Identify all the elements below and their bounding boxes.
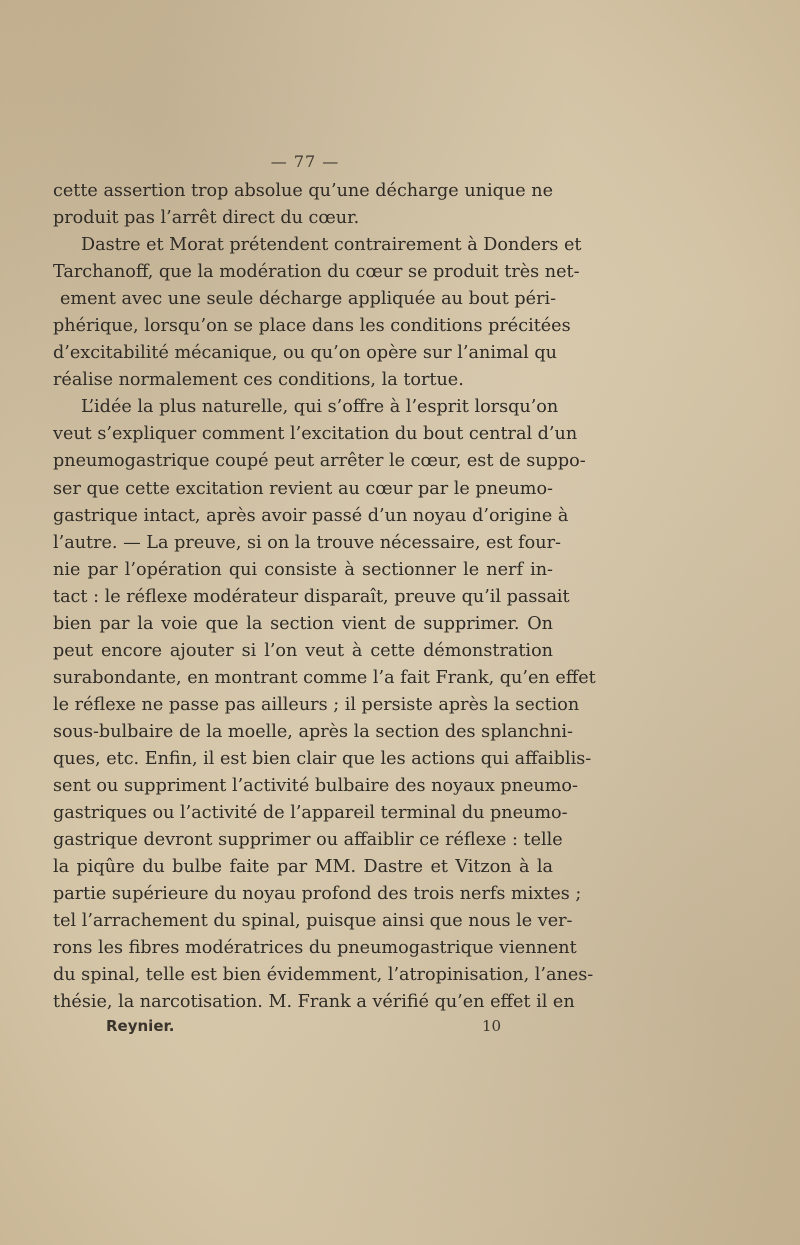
footer-author: Reynier. bbox=[106, 1017, 175, 1035]
text-line: peut encore ajouter si l’on veut à cette démonstration bbox=[53, 640, 553, 661]
text-line: veut s’expliquer comment l’excitation du bout central d’un bbox=[53, 424, 578, 445]
text-line: ser que cette excitation revient au cœur par le pneumo- bbox=[53, 478, 553, 499]
text-line: produit pas l’arrêt direct du cœur. bbox=[53, 208, 360, 229]
text-line: du spinal, telle est bien évidemment, l’atropinisation, l’anes- bbox=[53, 965, 594, 986]
text-line: nie par l’opération qui consiste à sectionner le nerf in- bbox=[53, 559, 553, 580]
text-line: rons les fibres modératrices du pneumogastrique viennent bbox=[53, 938, 577, 959]
text-line: gastriques ou l’activité de l’appareil terminal du pneumo- bbox=[53, 803, 568, 824]
text-line: Dastre et Morat prétendent contrairement à Donders et bbox=[81, 235, 582, 256]
text-line: le réflexe ne passe pas ailleurs ; il persiste après la section bbox=[53, 694, 580, 715]
text-line: thésie, la narcotisation. M. Frank a vérifié qu’en effet il en bbox=[53, 992, 575, 1013]
page-footer bbox=[0, 1017, 800, 1041]
page-number: — 77 — bbox=[270, 152, 340, 171]
text-line: cette assertion trop absolue qu’une décharge unique ne bbox=[53, 181, 553, 201]
text-line: Tarchanoff, que la modération du cœur se produit très net- bbox=[53, 262, 580, 283]
text-line: tel l’arrachement du spinal, puisque ainsi que nous le ver- bbox=[53, 911, 573, 932]
text-line: gastrique intact, après avoir passé d’un noyau d’origine à bbox=[53, 505, 569, 526]
text-line: ques, etc. Enfin, il est bien clair que les actions qui affaiblis- bbox=[53, 748, 592, 769]
body-text bbox=[53, 178, 596, 1016]
footer-signature-mark: 10 bbox=[482, 1017, 502, 1035]
text-line: ement avec une seule décharge appliquée au bout péri- bbox=[60, 289, 557, 310]
text-line: bien par la voie que la section vient de supprimer. On bbox=[53, 613, 553, 634]
text-line: phérique, lorsqu’on se place dans les conditions précitées bbox=[53, 316, 571, 337]
text-line: gastrique devront supprimer ou affaiblir ce réflexe : telle bbox=[53, 830, 563, 851]
text-line: l’autre. — La preuve, si on la trouve nécessaire, est four- bbox=[53, 532, 561, 553]
text-line: sous-bulbaire de la moelle, après la section des splanchni- bbox=[53, 721, 573, 742]
text-line: L’idée la plus naturelle, qui s’offre à l’esprit lorsqu’on bbox=[81, 397, 559, 418]
text-line: d’excitabilité mécanique, ou qu’on opère sur l’animal qu bbox=[53, 343, 557, 364]
text-line: réalise normalement ces conditions, la tortue. bbox=[53, 370, 464, 391]
text-line: la piqûre du bulbe faite par MM. Dastre et Vitzon à la bbox=[53, 857, 553, 878]
text-line: surabondante, en montrant comme l’a fait Frank, qu’en effet bbox=[53, 667, 596, 688]
text-line: pneumogastrique coupé peut arrêter le cœur, est de suppo- bbox=[53, 451, 586, 472]
text-line: partie supérieure du noyau profond des trois nerfs mixtes ; bbox=[53, 884, 582, 905]
text-line: sent ou suppriment l’activité bulbaire des noyaux pneumo- bbox=[53, 776, 578, 797]
text-line: tact : le réflexe modérateur disparaît, preuve qu’il passait bbox=[53, 586, 570, 607]
